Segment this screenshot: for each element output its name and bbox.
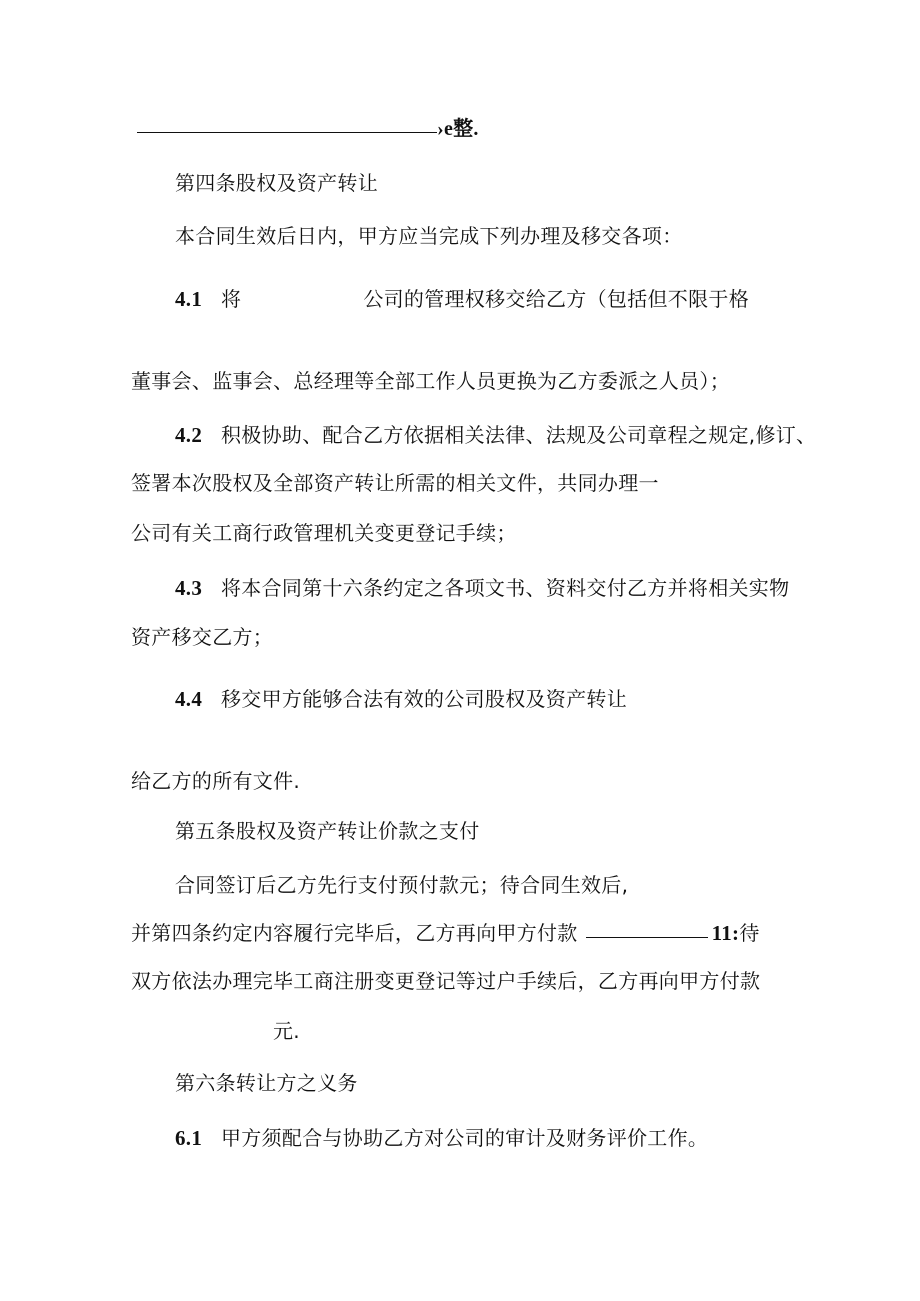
clause-number: 4.2: [175, 423, 203, 447]
article-6-heading: 第六条转让方之义务: [175, 1071, 358, 1095]
clause-6-1: [175, 1125, 708, 1151]
clause-4-2: [175, 422, 816, 448]
article-4-heading: 第四条股权及资产转让: [175, 171, 378, 195]
clause-number: 4.3: [175, 576, 203, 600]
clause-text: 甲方须配合与协助乙方对公司的审计及财务评价工作。: [221, 1126, 709, 1150]
blank-underline: [137, 131, 437, 133]
article-5-heading: 第五条股权及资产转让价款之支付: [175, 819, 480, 843]
amount-line: [137, 115, 479, 142]
line2-tail: 待: [739, 921, 760, 945]
clause-text: 积极协助、配合乙方依据相关法律、法规及公司章程之规定,修订、: [221, 423, 817, 447]
clause-number: 6.1: [175, 1126, 203, 1150]
clause-number: 4.1: [175, 287, 203, 311]
clause-4-1: [175, 286, 749, 312]
clause-4-1-cont: 董事会、监事会、总经理等全部工作人员更换为乙方委派之人员）；: [131, 369, 730, 393]
clause-4-3-cont: 资产移交乙方；: [131, 625, 274, 649]
article-4-intro: 本合同生效后日内，甲方应当完成下列办理及移交各项：: [175, 224, 683, 248]
clause-text: 将本合同第十六条约定之各项文书、资料交付乙方并将相关实物: [221, 576, 790, 600]
clause-text: 移交甲方能够合法有效的公司股权及资产转让: [221, 687, 627, 711]
article-5-line2: [131, 920, 760, 946]
blank-underline: [586, 936, 708, 938]
article-5-line1: 合同签订后乙方先行支付预付款元；待合同生效后,: [175, 873, 629, 897]
line2-number: 11:: [711, 921, 740, 945]
clause-text-a: 将: [221, 287, 242, 311]
clause-4-4: [175, 686, 627, 712]
clause-number: 4.4: [175, 687, 203, 711]
clause-text-b: 公司的管理权移交给乙方（包括但不限于格: [363, 287, 750, 311]
clause-4-4-cont: 给乙方的所有文件.: [131, 769, 301, 793]
clause-4-2-cont2: 公司有关工商行政管理机关变更登记手续；: [131, 521, 517, 545]
article-5-line4: 元.: [273, 1019, 300, 1043]
clause-4-2-cont1: 签署本次股权及全部资产转让所需的相关文件，共同办理一: [131, 471, 659, 495]
line2-text: 并第四条约定内容履行完毕后，乙方再向甲方付款: [131, 921, 578, 945]
clause-4-3: [175, 575, 789, 601]
amount-tail: ›e整.: [437, 118, 479, 140]
article-5-line3: 双方依法办理完毕工商注册变更登记等过户手续后，乙方再向甲方付款: [131, 969, 761, 993]
